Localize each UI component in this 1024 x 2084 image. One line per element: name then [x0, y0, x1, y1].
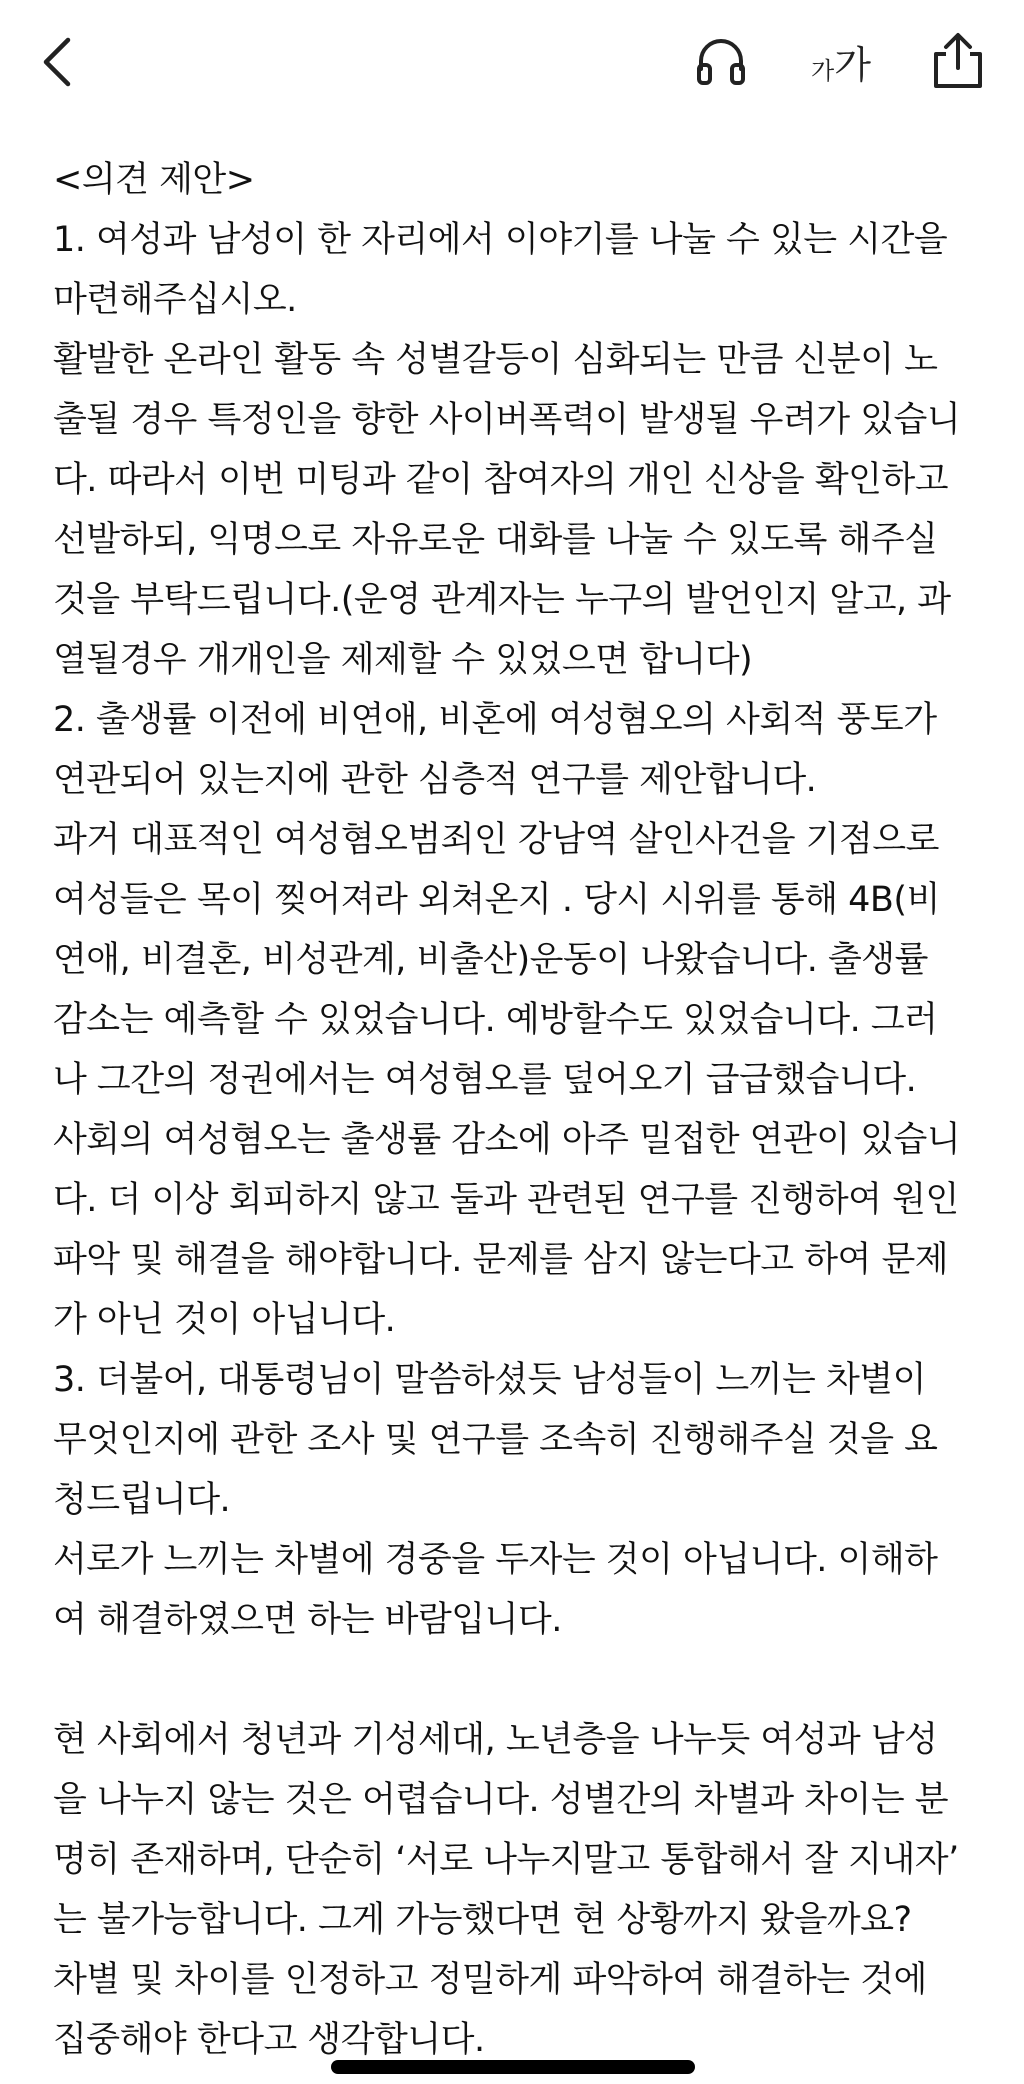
article-line: 2. 출생률 이전에 비연애, 비혼에 여성혐오의 사회적 풍토가 [53, 700, 937, 740]
article-line: 파악 및 해결을 해야합니다. 문제를 삼지 않는다고 하여 문제 [53, 1240, 949, 1280]
article-line: 서로가 느끼는 차별에 경중을 두자는 것이 아닙니다. 이해하 [53, 1540, 938, 1580]
article-line: 연애, 비결혼, 비성관계, 비출산)운동이 나왔습니다. 출생률 [53, 940, 928, 980]
article-line: 여 해결하였으면 하는 바람입니다. [53, 1600, 562, 1640]
article-line: 현 사회에서 청년과 기성세대, 노년층을 나누듯 여성과 남성 [53, 1720, 938, 1760]
article-line: 무엇인지에 관한 조사 및 연구를 조속히 진행해주실 것을 요 [53, 1420, 938, 1460]
headphones-icon [693, 33, 749, 89]
article-line: 가 아닌 것이 아닙니다. [53, 1300, 396, 1340]
article-line: 명히 존재하며, 단순히 ‘서로 나누지말고 통합해서 잘 지내자’ [53, 1840, 959, 1880]
article-line: 열될경우 개개인을 제제할 수 있었으면 합니다) [53, 640, 753, 680]
share-icon [928, 30, 988, 92]
article-line: 다. 더 이상 회피하지 않고 둘과 관련된 연구를 진행하여 원인 [53, 1180, 959, 1220]
article-line: 출될 경우 특정인을 향한 사이버폭력이 발생될 우려가 있습니 [53, 400, 961, 440]
article-line: 감소는 예측할 수 있었습니다. 예방할수도 있었습니다. 그러 [53, 1000, 938, 1040]
article-line: 다. 따라서 이번 미팅과 같이 참여자의 개인 신상을 확인하고 [53, 460, 949, 500]
top-toolbar [0, 0, 1024, 130]
listen-button[interactable] [686, 26, 756, 96]
font-size-small-label: 가 [811, 56, 835, 85]
font-size-large-label: 가 [834, 42, 871, 87]
article-line: 연관되어 있는지에 관한 심층적 연구를 제안합니다. [53, 760, 817, 800]
article-body [53, 150, 993, 2070]
article-line: 1. 여성과 남성이 한 자리에서 이야기를 나눌 수 있는 시간을 [53, 220, 948, 260]
article-line: 선발하되, 익명으로 자유로운 대화를 나눌 수 있도록 해주실 [53, 520, 938, 560]
article-line: 차별 및 차이를 인정하고 정밀하게 파악하여 해결하는 것에 [53, 1960, 927, 2000]
chevron-left-icon [38, 32, 78, 92]
article-line: 사회의 여성혐오는 출생률 감소에 아주 밀접한 연관이 있습니 [53, 1120, 961, 1160]
article-line: 과거 대표적인 여성혐오범죄인 강남역 살인사건을 기점으로 [53, 820, 939, 860]
share-button[interactable] [922, 22, 994, 100]
article-line: 마련해주십시오. [53, 280, 297, 320]
article-line: 는 불가능합니다. 그게 가능했다면 현 상황까지 왔을까요? [53, 1900, 912, 1940]
font-size-button[interactable] [796, 26, 886, 96]
article-line: 여성들은 목이 찢어져라 외쳐온지 . 당시 시위를 통해 4B(비 [53, 880, 940, 920]
back-button[interactable] [28, 22, 88, 102]
article-line: 청드립니다. [53, 1480, 231, 1520]
blank-line [53, 1650, 993, 1710]
article-line: 활발한 온라인 활동 속 성별갈등이 심화되는 만큼 신분이 노 [53, 340, 938, 380]
article-line: 3. 더불어, 대통령님이 말씀하셨듯 남성들이 느끼는 차별이 [53, 1360, 926, 1400]
article-line: 나 그간의 정권에서는 여성혐오를 덮어오기 급급했습니다. [53, 1060, 917, 1100]
article-line: 집중해야 한다고 생각합니다. [53, 2020, 485, 2060]
article-line: 것을 부탁드립니다.(운영 관계자는 누구의 발언인지 알고, 과 [53, 580, 951, 620]
home-indicator[interactable] [331, 2060, 695, 2074]
article-line: 을 나누지 않는 것은 어렵습니다. 성별간의 차별과 차이는 분 [53, 1780, 949, 1820]
article-line: <의견 제안> [53, 160, 255, 200]
